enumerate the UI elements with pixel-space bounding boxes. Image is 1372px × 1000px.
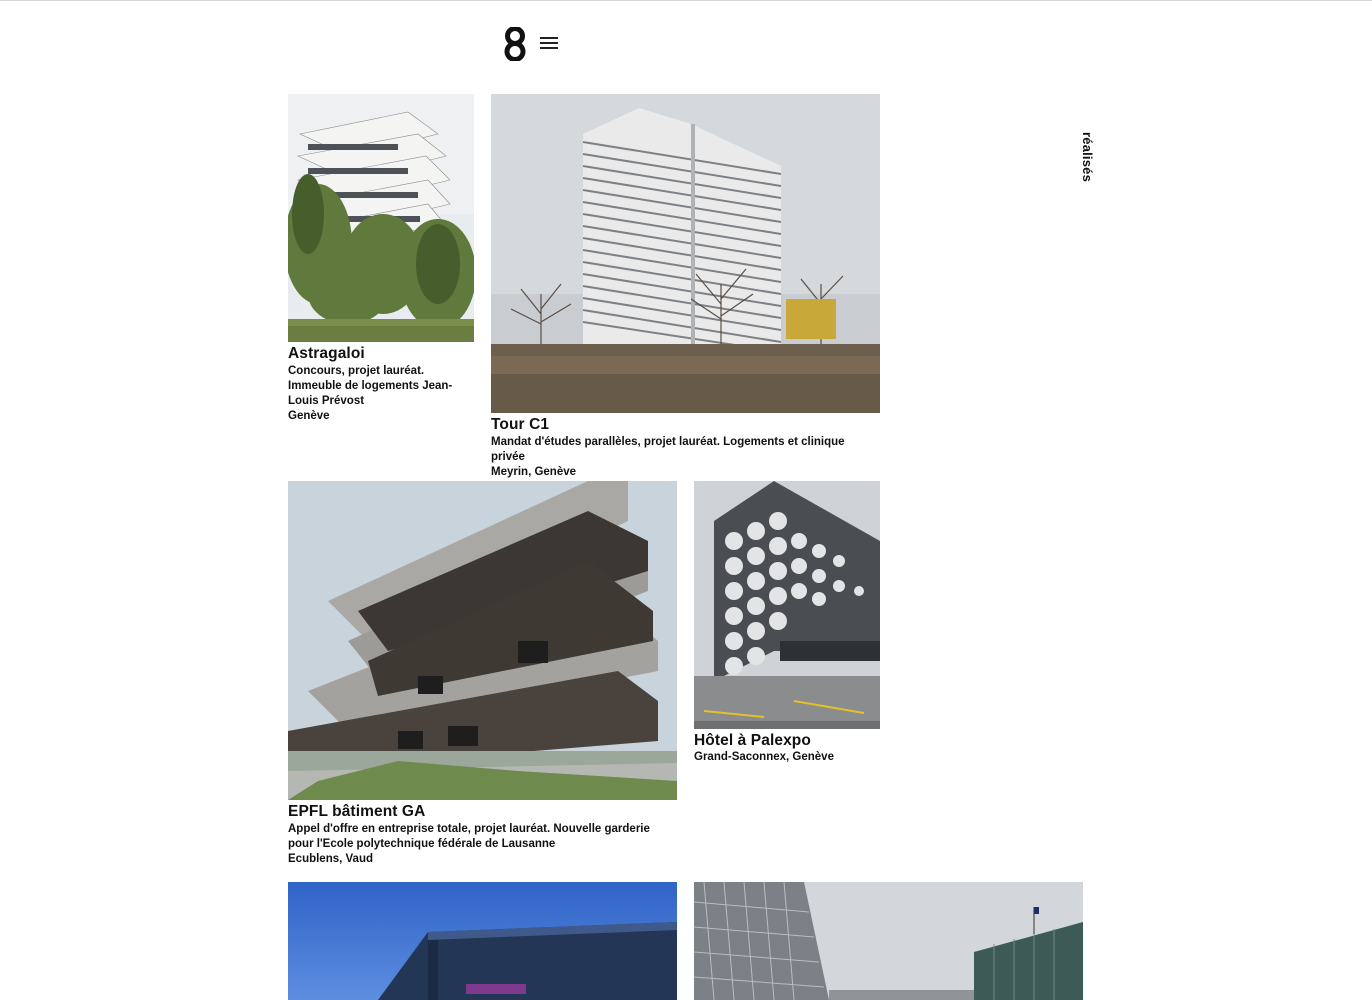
project-description: Mandat d'études parallèles, projet lauréat. Logements et clinique privée: [491, 436, 845, 463]
project-title: Tour C1: [491, 416, 550, 433]
top-border: [0, 0, 1372, 1]
project-image-hotel-palexpo[interactable]: [694, 481, 880, 729]
project-image-row3-right[interactable]: [694, 882, 1083, 1000]
project-location: Grand-Saconnex, Genève: [694, 751, 834, 763]
project-location: Genève: [288, 410, 330, 422]
project-card-hotel-palexpo[interactable]: [694, 481, 881, 765]
project-card-epfl-ga[interactable]: [288, 481, 678, 867]
eight-logo-icon[interactable]: [503, 27, 527, 61]
project-location: Ecublens, Vaud: [288, 853, 373, 865]
category-tag-realises[interactable]: [1075, 132, 1115, 192]
project-image-astragaloi[interactable]: [288, 94, 474, 342]
project-card-tour-c1[interactable]: [491, 94, 881, 480]
project-title: Hôtel à Palexpo: [694, 732, 811, 749]
project-image-epfl-ga[interactable]: [288, 481, 677, 800]
hamburger-menu-icon[interactable]: [540, 36, 559, 50]
project-title: EPFL bâtiment GA: [288, 803, 426, 820]
project-image-row3-left[interactable]: [288, 882, 677, 1000]
project-image-tour-c1[interactable]: [491, 94, 880, 413]
project-description: Concours, projet lauréat. Immeuble de logements Jean-Louis Prévost: [288, 365, 453, 407]
category-tag-label: réalisés: [1080, 132, 1095, 183]
project-description: Appel d'offre en entreprise totale, projet lauréat. Nouvelle garderie pour l'Ecole polytechnique fédérale de Lausanne: [288, 823, 650, 850]
project-card-astragaloi[interactable]: [288, 94, 474, 424]
project-card-row3-right[interactable]: [694, 882, 1083, 1000]
project-location: Meyrin, Genève: [491, 466, 577, 478]
project-card-row3-left[interactable]: [288, 882, 677, 1000]
project-title: Astragaloi: [288, 345, 365, 362]
